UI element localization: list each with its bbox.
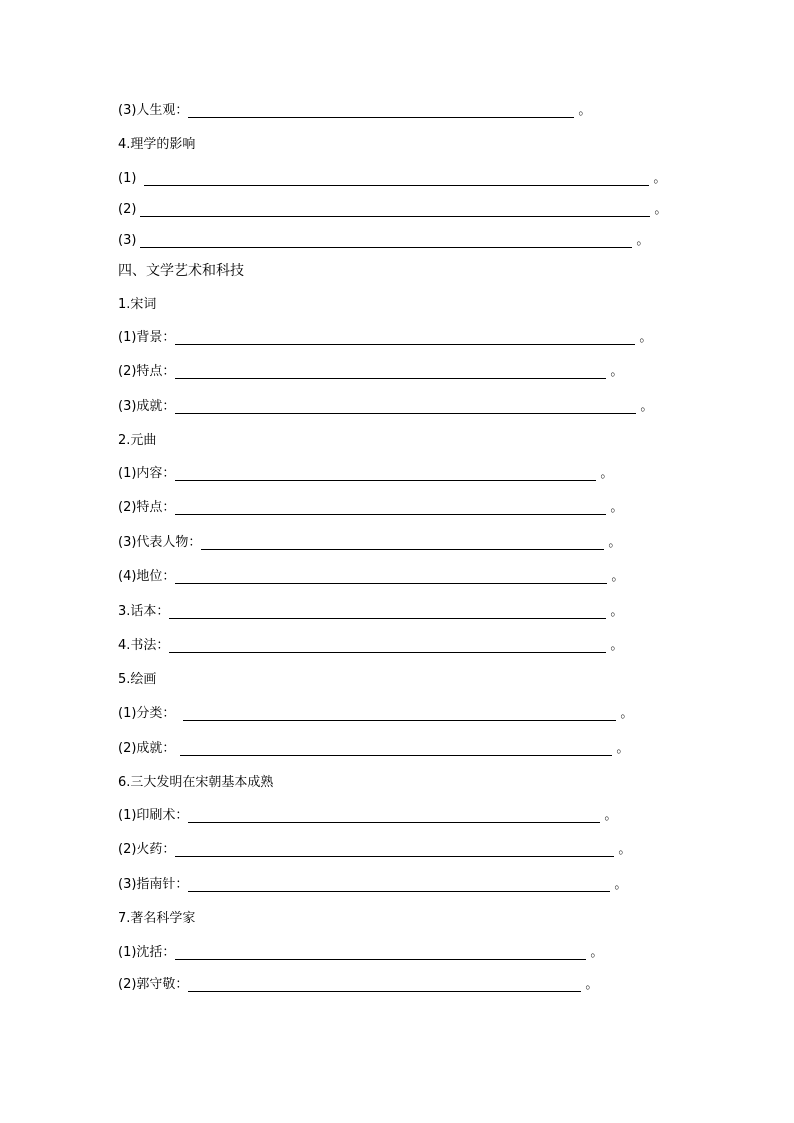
answer-blank[interactable] (188, 978, 581, 992)
item-label: (2)特点： (118, 364, 176, 379)
heading-label: 6.三大发明在宋朝基本成熟 (118, 775, 274, 790)
end-mark: 。 (610, 500, 624, 515)
answer-blank[interactable] (175, 843, 614, 857)
item-label: (1)印刷术： (118, 808, 189, 823)
fill-in-line-compass (118, 876, 627, 894)
item-label: (2)特点： (118, 500, 176, 515)
item-label: (3) (118, 233, 137, 248)
heading-neo-confucian-influence (118, 136, 195, 154)
item-label: (1)分类： (118, 706, 176, 721)
end-mark: 。 (614, 877, 628, 892)
heading-song-ci (118, 296, 156, 314)
fill-in-line-yuan-qu-content (118, 465, 613, 483)
item-label: (2)成就： (118, 741, 176, 756)
answer-blank[interactable] (175, 570, 607, 584)
fill-in-line-painting-categories (118, 705, 633, 723)
end-mark: 。 (610, 364, 624, 379)
end-mark: 。 (585, 977, 599, 992)
heading-three-inventions (118, 774, 273, 792)
end-mark: 。 (654, 202, 668, 217)
fill-in-line-printing (118, 807, 617, 825)
fill-in-line-song-ci-features (118, 363, 623, 381)
item-label: (1) (118, 171, 137, 186)
end-mark: 。 (600, 466, 614, 481)
fill-in-line-song-ci-achievements (118, 398, 653, 416)
fill-in-line-shen-kuo (118, 944, 603, 962)
item-label: (1)沈括： (118, 945, 176, 960)
end-mark: 。 (608, 535, 622, 550)
answer-blank[interactable] (175, 467, 596, 481)
item-label: 4.书法： (118, 638, 170, 653)
item-label: (3)成就： (118, 399, 176, 414)
end-mark: 。 (616, 741, 630, 756)
item-label: (1)内容： (118, 466, 176, 481)
fill-in-line-guo-shoujing (118, 976, 598, 994)
answer-blank[interactable] (140, 203, 650, 217)
answer-blank[interactable] (180, 742, 612, 756)
fill-in-line-influence-2 (118, 201, 667, 219)
item-label: (1)背景： (118, 330, 176, 345)
fill-in-line-yuan-qu-status (118, 568, 624, 586)
answer-blank[interactable] (175, 331, 635, 345)
fill-in-line-yuan-qu-features (118, 499, 623, 517)
end-mark: 。 (620, 706, 634, 721)
end-mark: 。 (639, 330, 653, 345)
end-mark: 。 (610, 638, 624, 653)
heading-yuan-qu (118, 432, 156, 450)
answer-blank[interactable] (169, 605, 606, 619)
section-heading-literature-art-tech (118, 262, 244, 280)
end-mark: 。 (611, 569, 625, 584)
heading-famous-scientists (118, 910, 195, 928)
section-title: 四、文学艺术和科技 (118, 263, 244, 279)
heading-label: 5.绘画 (118, 672, 157, 687)
heading-label: 7.著名科学家 (118, 911, 196, 926)
item-label: (2)火药： (118, 842, 176, 857)
fill-in-line-painting-achievements (118, 740, 629, 758)
fill-in-line-huaben (118, 603, 623, 621)
answer-blank[interactable] (169, 639, 606, 653)
end-mark: 。 (610, 604, 624, 619)
answer-blank[interactable] (183, 707, 616, 721)
item-label: (3)人生观： (118, 103, 189, 118)
heading-label: 1.宋词 (118, 297, 157, 312)
end-mark: 。 (618, 842, 632, 857)
answer-blank[interactable] (175, 946, 586, 960)
heading-label: 4.理学的影响 (118, 137, 196, 152)
answer-blank[interactable] (140, 234, 632, 248)
item-label: 3.话本： (118, 604, 170, 619)
answer-blank[interactable] (201, 536, 604, 550)
item-label: (3)指南针： (118, 877, 189, 892)
answer-blank[interactable] (175, 400, 636, 414)
answer-blank[interactable] (188, 809, 600, 823)
fill-in-line-yuan-qu-figures (118, 534, 621, 552)
fill-in-line-gunpowder (118, 841, 631, 859)
item-label: (3)代表人物： (118, 535, 202, 550)
end-mark: 。 (604, 808, 618, 823)
fill-in-line-influence-3 (118, 232, 649, 250)
item-label: (2) (118, 202, 137, 217)
end-mark: 。 (640, 399, 654, 414)
item-label: (4)地位： (118, 569, 176, 584)
item-label: (2)郭守敬： (118, 977, 189, 992)
heading-painting (118, 671, 156, 689)
fill-in-line-song-ci-background (118, 329, 652, 347)
fill-in-line-life-view (118, 102, 591, 120)
end-mark: 。 (578, 103, 592, 118)
heading-label: 2.元曲 (118, 433, 157, 448)
answer-blank[interactable] (175, 501, 606, 515)
answer-blank[interactable] (144, 172, 649, 186)
answer-blank[interactable] (188, 104, 574, 118)
answer-blank[interactable] (188, 878, 610, 892)
end-mark: 。 (653, 171, 667, 186)
fill-in-line-influence-1 (118, 170, 666, 188)
fill-in-line-calligraphy (118, 637, 623, 655)
end-mark: 。 (590, 945, 604, 960)
answer-blank[interactable] (175, 365, 606, 379)
end-mark: 。 (636, 233, 650, 248)
